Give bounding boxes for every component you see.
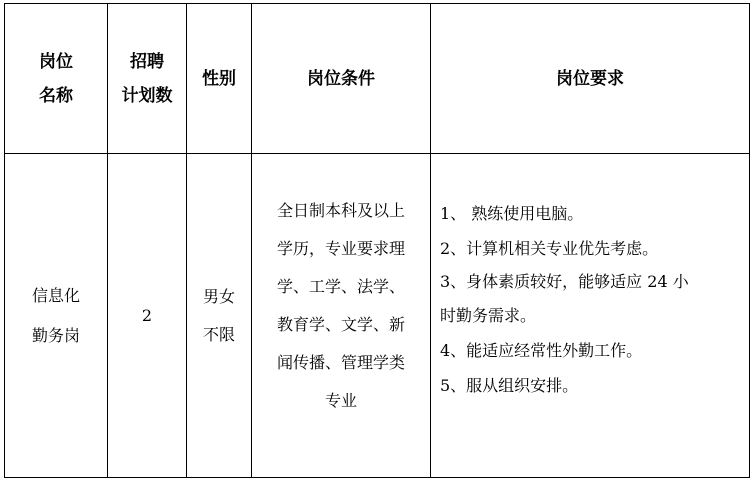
table-right-border xyxy=(749,3,750,478)
gender-line-2: 不限 xyxy=(202,324,235,344)
header-conditions-label: 岗位条件 xyxy=(307,68,375,89)
header-position-name xyxy=(5,4,107,153)
requirement-item-5: 5、服从组织安排。 xyxy=(440,376,579,395)
position-name-line-1: 信息化 xyxy=(31,285,80,305)
header-gender-label: 性别 xyxy=(202,68,236,89)
conditions-line-6: 专业 xyxy=(324,391,357,410)
conditions-line-1: 全日制本科及以上 xyxy=(276,201,405,220)
table-bottom-border xyxy=(4,477,750,478)
requirement-item-1: 1、 熟练使用电脑。 xyxy=(440,204,584,223)
header-position-name-line-1: 岗位 xyxy=(39,51,73,72)
header-gender xyxy=(187,4,251,153)
header-recruit-count-line-2: 计划数 xyxy=(121,85,173,106)
position-name-line-2: 勤务岗 xyxy=(31,325,80,345)
conditions-line-4: 教育学、文学、新 xyxy=(276,315,405,334)
cell-gender xyxy=(187,154,251,477)
conditions-line-5: 闻传播、管理学类 xyxy=(276,353,405,372)
requirement-item-3-continued: 时勤务需求。 xyxy=(440,306,537,325)
cell-conditions xyxy=(252,192,430,428)
requirement-item-2: 2、计算机相关专业优先考虑。 xyxy=(440,239,659,258)
cell-recruit-count xyxy=(108,154,186,477)
recruit-count-value: 2 xyxy=(141,306,153,325)
requirement-item-3: 3、身体素质较好，能够适应 24 小 xyxy=(440,272,689,291)
header-requirements-label: 岗位要求 xyxy=(556,68,624,89)
header-recruit-count xyxy=(108,4,186,153)
conditions-line-2: 学历，专业要求理 xyxy=(276,239,405,258)
cell-position-name xyxy=(5,154,107,477)
header-position-name-line-2: 名称 xyxy=(39,85,73,106)
header-recruit-count-line-1: 招聘 xyxy=(130,51,164,72)
conditions-line-3: 学、工学、法学、 xyxy=(276,277,405,296)
gender-line-1: 男女 xyxy=(202,286,235,306)
header-requirements xyxy=(431,4,749,153)
header-conditions xyxy=(252,4,430,153)
requirements-list xyxy=(440,196,740,403)
requirement-item-4: 4、能适应经常性外勤工作。 xyxy=(440,341,643,360)
